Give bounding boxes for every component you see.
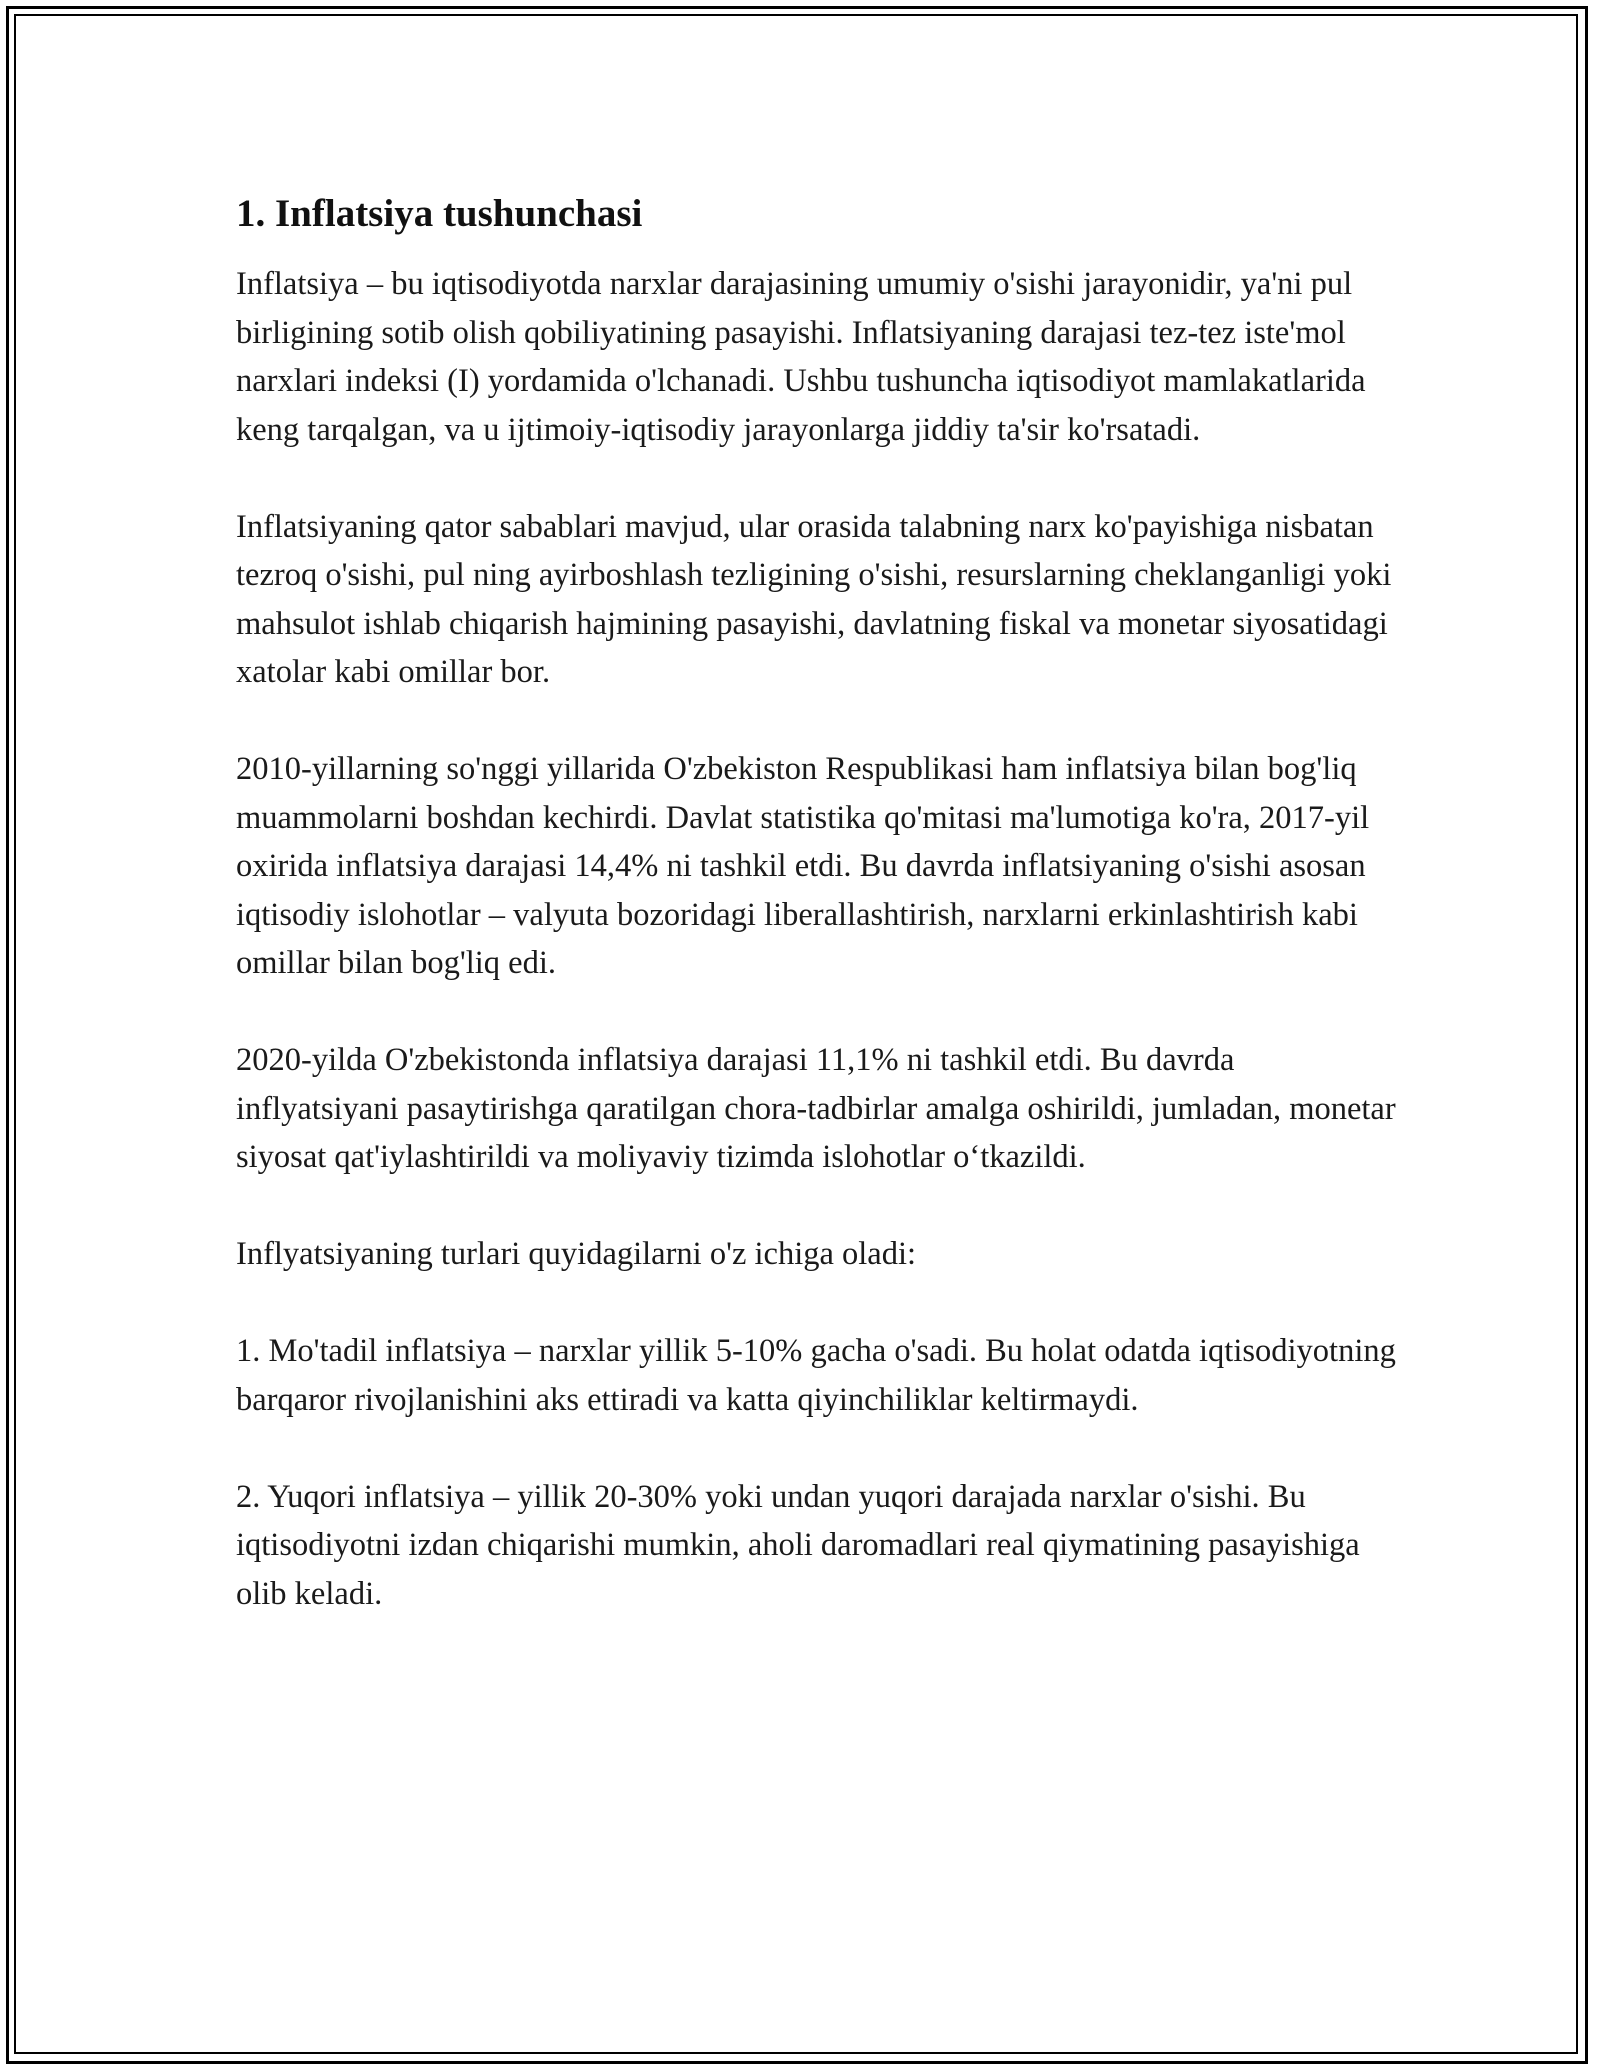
- section-heading: 1. Inflatsiya tushunchasi: [236, 192, 643, 235]
- paragraph-types-intro: Inflyatsiyaning turlari quyidagilarni o'z ichiga oladi:: [236, 1236, 917, 1272]
- list-item-moderate-inflation: 1. Mo'tadil inflatsiya – narxlar yillik 5-10% gacha o'sadi. Bu holat odatda iqtisodiyotning barqaror rivojlanishini aks ettiradi va katta qiyinchiliklar keltirmaydi.: [236, 1333, 1396, 1418]
- paragraph-definition: Inflatsiya – bu iqtisodiyotda narxlar darajasining umumiy o'sishi jarayonidir, ya'ni pul birligining sotib olish qobiliyatining pasayishi. Inflatsiyaning darajasi tez-tez iste'mol narxlari indeksi (I) yordamida o'lchanadi. Ushbu tushuncha iqtisodiyot mamlakatlarida keng tarqalgan, va u ijtimoiy-iqtisodiy jarayonlarga jiddiy ta'sir ko'rsatadi.: [236, 266, 1366, 448]
- paragraph-2020: 2020-yilda O'zbekistonda inflatsiya darajasi 11,1% ni tashkil etdi. Bu davrda inflyatsiyani pasaytirishga qaratilgan chora-tadbirlar amalga oshirildi, jumladan, monetar siyosat qat'iylashtirildi va moliyaviy tizimda islohotlar o‘tkazildi.: [236, 1042, 1396, 1175]
- paragraph-2010s: 2010-yillarning so'nggi yillarida O'zbekiston Respublikasi ham inflatsiya bilan bog'liq muammolarni boshdan kechirdi. Davlat statistika qo'mitasi ma'lumotiga ko'ra, 2017-yil oxirida inflatsiya darajasi 14,4% ni tashkil etdi. Bu davrda inflatsiyaning o'sishi asosan iqtisodiy islohotlar – valyuta bozoridagi liberallashtirish, narxlarni erkinlashtirish kabi omillar bilan bog'liq edi.: [236, 751, 1370, 981]
- paragraph-causes: Inflatsiyaning qator sabablari mavjud, ular orasida talabning narx ko'payishiga nisbatan tezroq o'sishi, pul ning ayirboshlash tezligining o'sishi, resurslarning cheklanganligi yoki mahsulot ishlab chiqarish hajmining pasayishi, davlatning fiskal va monetar siyosatidagi xatolar kabi omillar bor.: [236, 508, 1392, 690]
- list-item-high-inflation: 2. Yuqori inflatsiya – yillik 20-30% yoki undan yuqori darajada narxlar o'sishi. Bu iqtisodiyotni izdan chiqarishi mumkin, aholi daromadlari real qiymatining pasayishiga olib keladi.: [236, 1478, 1360, 1612]
- document-body: [236, 188, 1396, 1667]
